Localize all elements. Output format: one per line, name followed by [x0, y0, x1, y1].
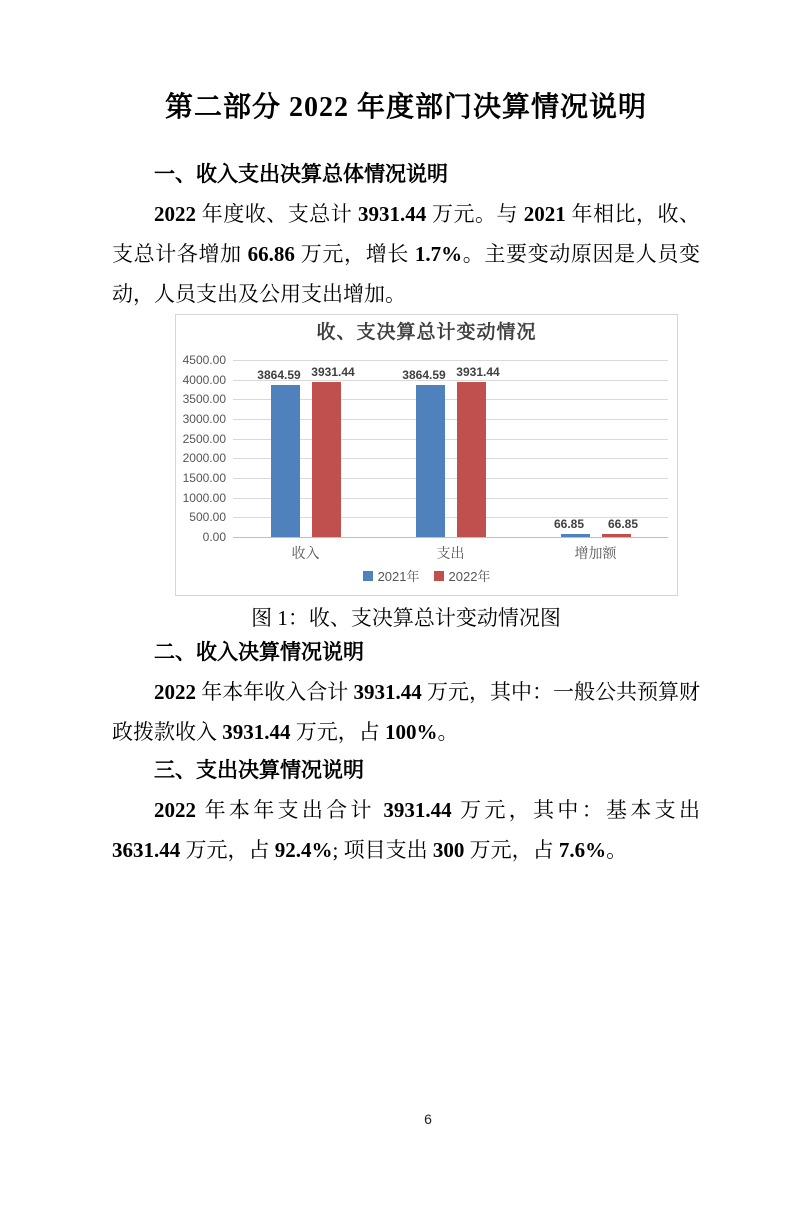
document-title: 第二部分 2022 年度部门决算情况说明 [164, 92, 647, 123]
legend-label: 2022年 [448, 569, 491, 584]
y-axis-tick: 4000.00 [182, 373, 226, 387]
legend-swatch [363, 571, 373, 581]
bar-data-label: 3931.44 [311, 365, 355, 379]
bar-2022年-增加额 [602, 534, 631, 537]
bar-2021年-支出 [416, 385, 445, 537]
figure-caption: 图 1：收、支决算总计变动情况图 [251, 606, 561, 630]
gridline [233, 360, 668, 361]
legend-swatch [434, 571, 444, 581]
category-label: 支出 [436, 545, 465, 561]
legend-item [363, 566, 420, 585]
y-axis-tick: 3500.00 [182, 392, 226, 406]
section-body-1: 2022 年度收、支总计 3931.44 万元。与 2021 年相比，收、支总计各增加 66.86 万元，增长 1.7%。主要变动原因是人员变动，人员支出及公用支出增加。 [112, 202, 701, 306]
bar-2021年-增加额 [561, 534, 590, 537]
page-content [0, 88, 792, 870]
section-heading-1: 一、收入支出决算总体情况说明 [154, 163, 448, 186]
chart-title: 收、支决算总计变动情况 [316, 322, 537, 343]
bar-data-label: 66.85 [553, 517, 585, 531]
category-label: 收入 [291, 545, 320, 561]
category-label: 增加额 [574, 545, 617, 561]
bar-data-label: 3864.59 [402, 368, 446, 382]
legend-item [434, 566, 491, 585]
section-body-3: 2022 年本年支出合计 3931.44 万元，其中：基本支出 3631.44 万元，占 92.4%; 项目支出 300 万元，占 7.6%。 [112, 798, 701, 862]
y-axis-tick: 2500.00 [182, 432, 226, 446]
bar-data-label: 3864.59 [257, 368, 301, 382]
section-heading-2: 二、收入决算情况说明 [154, 641, 364, 664]
bar-2022年-支出 [457, 382, 486, 537]
legend-label: 2021年 [377, 569, 420, 584]
section-heading-3: 三、支出决算情况说明 [154, 759, 364, 782]
y-axis-tick: 0.00 [202, 530, 226, 544]
y-axis-tick: 500.00 [189, 510, 226, 524]
y-axis-tick: 3000.00 [182, 412, 226, 426]
bar-2022年-收入 [312, 382, 341, 537]
y-axis-tick: 1500.00 [182, 471, 226, 485]
section-body-2: 2022 年本年收入合计 3931.44 万元，其中：一般公共预算财政拨款收入 3931.44 万元，占 100%。 [112, 680, 700, 744]
page-number: 6 [424, 1111, 432, 1127]
bar-2021年-收入 [271, 385, 300, 537]
document-page [0, 88, 792, 1210]
bar-data-label: 3931.44 [456, 365, 500, 379]
y-axis-tick: 2000.00 [182, 451, 226, 465]
gridline [233, 537, 668, 538]
chart-legend [176, 566, 677, 585]
bar-data-label: 66.85 [607, 517, 639, 531]
y-axis-tick: 1000.00 [182, 491, 226, 505]
y-axis-tick: 4500.00 [182, 353, 226, 367]
figure-chart [175, 314, 678, 596]
